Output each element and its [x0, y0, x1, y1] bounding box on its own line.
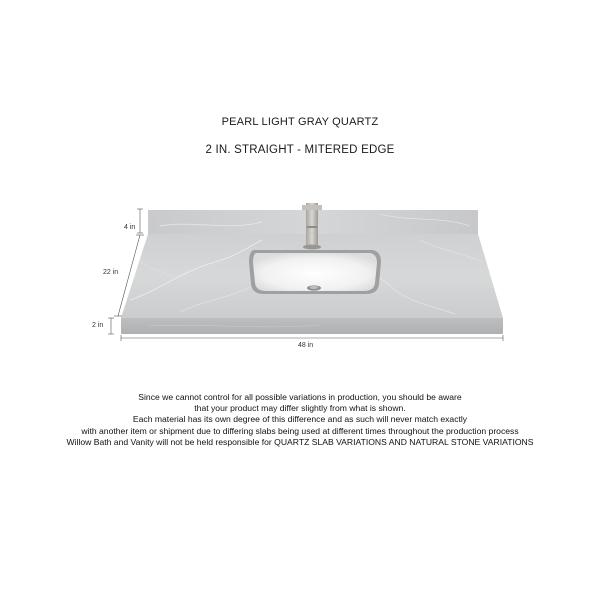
backsplash-height-label: 4 in — [124, 224, 136, 231]
depth-label: 22 in — [103, 269, 119, 276]
disclaimer-line: with another item or shipment due to differing slabs being used at different times throughout the production process — [81, 425, 519, 436]
disclaimer-line: Willow Bath and Vanity will not be held responsible for QUARTZ SLAB VARIATIONS AND NATURAL STONE VARIATIONS — [66, 436, 534, 447]
width-label: 48 in — [298, 342, 314, 349]
variation-disclaimer — [0, 392, 600, 448]
mitered-edge — [121, 318, 503, 334]
disclaimer-line: Each material has its own degree of this difference and as such will never match exactly — [132, 414, 468, 425]
undermount-sink — [249, 250, 381, 294]
disclaimer-line: Since we cannot control for all possible variations in production, you should be aware — [138, 392, 462, 402]
disclaimer-line: that your product may differ slightly from what is shown. — [194, 403, 406, 414]
edge-style-title: 2 IN. STRAIGHT - MITERED EDGE — [205, 144, 395, 156]
edge-thickness-label: 2 in — [92, 322, 104, 329]
product-name: PEARL LIGHT GRAY QUARTZ — [221, 116, 379, 128]
